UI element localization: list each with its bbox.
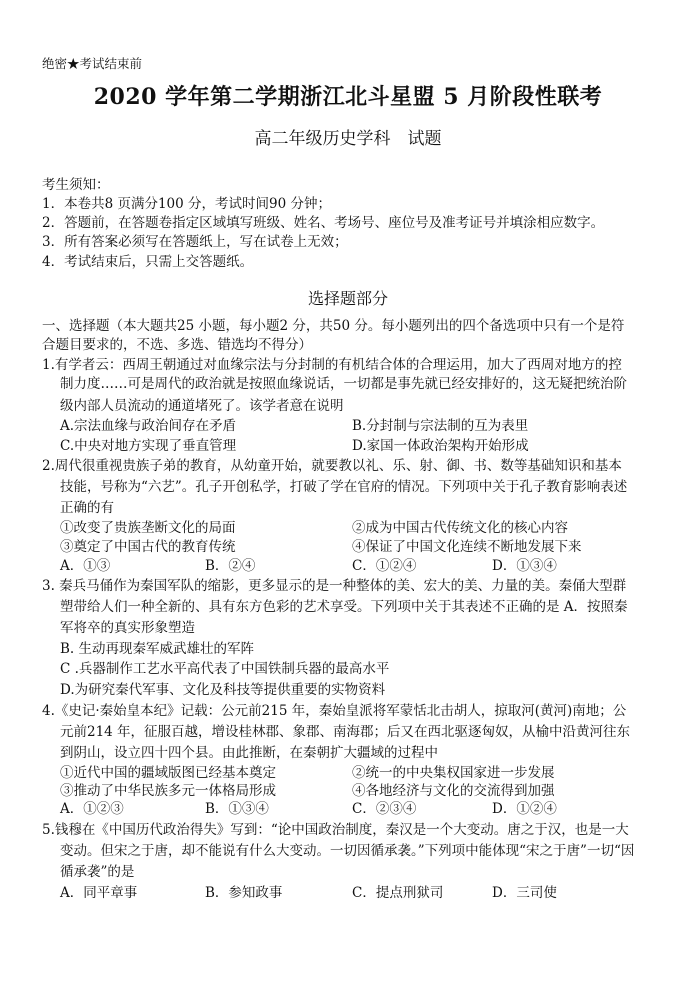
section-title: 选择题部分 — [307, 289, 388, 308]
question-5-option-c[interactable]: C．提点刑狱司 — [352, 885, 444, 901]
question-3-option-c[interactable]: C .兵器制作工艺水平高代表了中国铁制兵器的最高水平 — [60, 661, 390, 677]
question-5-option-a[interactable]: A．同平章事 — [60, 885, 138, 901]
question-1-stem: 级内部人员流动的通道堵死了。该学者意在说明 — [60, 398, 344, 414]
question-4-stem: 到阴山，设立四十四个县。由此推断，在秦朝扩大疆域的过程中 — [60, 745, 438, 761]
question-4-stem: 4.《史记·秦始皇本纪》记载：公元前215 年，秦始皇派将军蒙恬北击胡人，掠取河(黄河)南地；公 — [42, 703, 627, 719]
question-2-statement: ④保证了中国文化连续不断地发展下来 — [352, 539, 582, 555]
question-4-statement: ④各地经济与文化的交流得到加强 — [352, 783, 555, 799]
question-2-statement: ①改变了贵族垄断文化的局面 — [60, 520, 236, 536]
question-2-statement: ②成为中国古代传统文化的核心内容 — [352, 520, 568, 536]
question-1-option-b[interactable]: B.分封制与宗法制的互为表里 — [352, 418, 529, 434]
question-4-option-d[interactable]: D．①②④ — [492, 801, 557, 817]
question-2-option-a[interactable]: A．①③ — [60, 558, 111, 574]
question-3-stem: 塑带给人们一种全新的、具有东方色彩的艺术享受。下列项中关于其表述不正确的是 A．按照秦 — [60, 599, 628, 615]
notice-heading: 考生须知： — [42, 177, 110, 193]
question-3-stem: 3. 秦兵马俑作为秦国军队的缩影，更多显示的是一种整体的美、宏大的美、力量的美。秦俑大型群 — [42, 578, 627, 594]
question-5-stem: 5.钱穆在《中国历代政治得失》写到：“论中国政治制度，秦汉是一个大变动。唐之于汉，也是一大 — [42, 822, 629, 838]
question-2-option-b[interactable]: B．②④ — [205, 558, 256, 574]
question-3-stem: 军将卒的真实形象塑造 — [60, 620, 195, 636]
notice-item: 3．所有答案必须写在答题纸上，写在试卷上无效； — [42, 234, 348, 250]
question-1-stem: 1.有学者云：西周王朝通过对血缘宗法与分封制的有机结合体的合理运用，加大了西周对地方的控 — [42, 357, 622, 373]
question-5-stem: 变动。但宋之于唐，却不能说有什么大变动。一切因循承袭。”下列项中能体现“宋之于唐”一切“因 — [60, 843, 635, 859]
question-4-statement: ①近代中国的疆域版图已经基本奠定 — [60, 765, 276, 781]
question-2-stem: 技能，号称为“六艺”。孔子开创私学，打破了学在官府的情况。下列项中关于孔子教育影响表述 — [60, 479, 628, 495]
question-2-option-c[interactable]: C．①②④ — [352, 558, 417, 574]
question-1-option-c[interactable]: C.中央对地方实现了垂直管理 — [60, 438, 237, 454]
question-2-stem: 2.周代很重视贵族子弟的教育，从幼童开始，就要教以礼、乐、射、御、书、数等基础知识和基本 — [42, 458, 622, 474]
question-4-option-a[interactable]: A．①②③ — [60, 801, 124, 817]
question-1-option-a[interactable]: A.宗法血缘与政治间存在矛盾 — [60, 418, 237, 434]
notice-item: 1．本卷共8 页满分100 分，考试时间90 分钟； — [42, 196, 331, 212]
question-4-statement: ②统一的中央集权国家进一步发展 — [352, 765, 555, 781]
question-3-option-d[interactable]: D.为研究秦代军事、文化及科技等提供重要的实物资料 — [60, 682, 386, 698]
exam-subtitle: 高二年级历史学科 试题 — [254, 129, 442, 149]
question-2-statement: ③奠定了中国古代的教育传统 — [60, 539, 236, 555]
question-1-option-d[interactable]: D.家国一体政治架构开始形成 — [352, 438, 529, 454]
question-5-stem: 循承袭”的是 — [60, 864, 135, 880]
exam-title: 2020 学年第二学期浙江北斗星盟 5 月阶段性联考 — [93, 84, 603, 110]
question-4-stem: 元前214 年，征服百越，增设桂林郡、象郡、南海郡；后又在西北驱逐匈奴，从榆中沿黄河往东 — [60, 724, 631, 740]
question-5-option-b[interactable]: B．参知政事 — [205, 885, 283, 901]
question-1-stem: 制力度……可是周代的政治就是按照血缘说话，一切都是事先就已经安排好的，这无疑把统治阶 — [60, 376, 627, 392]
question-4-statement: ③推动了中华民族多元一体格局形成 — [60, 783, 276, 799]
question-3-option-b[interactable]: B. 生动再现秦军威武雄壮的军阵 — [60, 641, 255, 657]
notice-item: 2．答题前，在答题卷指定区域填写班级、姓名、考场号、座位号及准考证号并填涂相应数字。 — [42, 215, 605, 231]
notice-item: 4．考试结束后，只需上交答题纸。 — [42, 254, 254, 270]
question-5-option-d[interactable]: D．三司使 — [492, 885, 557, 901]
question-2-stem: 正确的有 — [60, 500, 114, 516]
part-instructions: 合题目要求的，不选、多选、错选均不得分） — [42, 337, 312, 353]
question-4-option-c[interactable]: C．②③④ — [352, 801, 417, 817]
part-instructions: 一、选择题（本大题共25 小题，每小题2 分，共50 分。每小题列出的四个备选项中只有一个是符 — [42, 318, 625, 334]
question-4-option-b[interactable]: B．①③④ — [205, 801, 269, 817]
secret-label: 绝密★考试结束前 — [42, 56, 143, 71]
question-2-option-d[interactable]: D．①③④ — [492, 558, 557, 574]
